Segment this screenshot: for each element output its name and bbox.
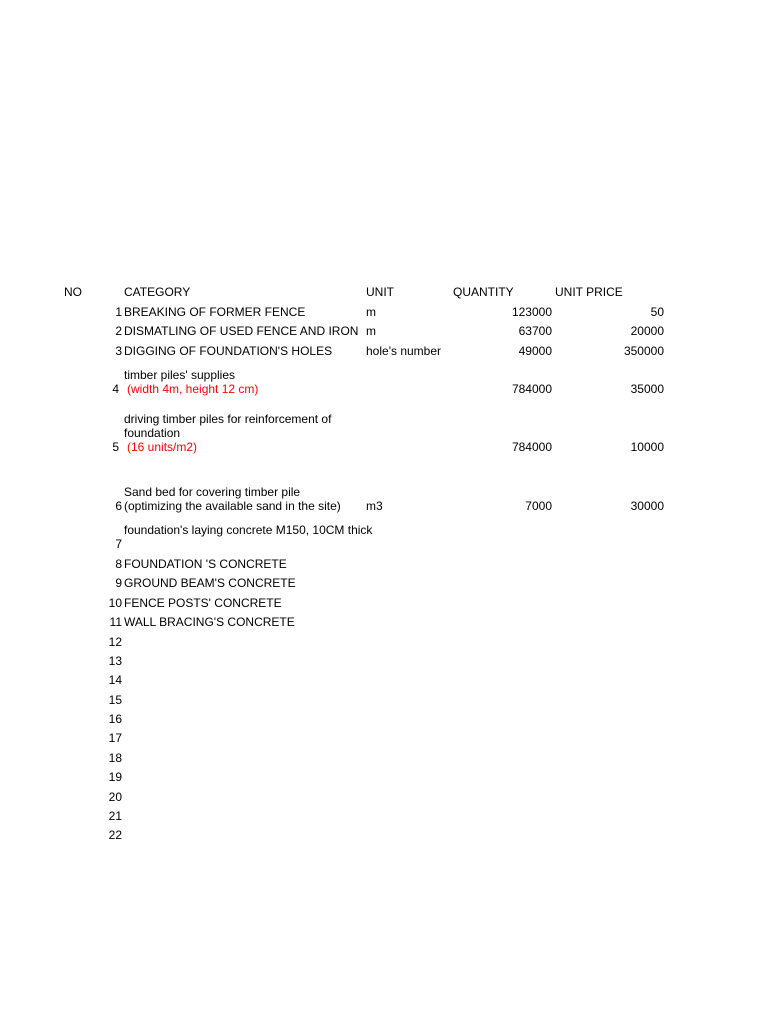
- row-note: (16 units/m2): [127, 440, 198, 454]
- row-unit-price: 350000: [623, 344, 664, 358]
- row-quantity: 784000: [511, 440, 552, 454]
- row-number: 20: [108, 790, 122, 804]
- row-unit: m3: [366, 499, 383, 513]
- row-number: 18: [108, 751, 122, 765]
- row-unit: hole's number: [366, 344, 441, 358]
- row-category: driving timber piles for reinforcement of foundation: [124, 412, 332, 440]
- row-note: (width 4m, height 12 cm): [127, 382, 259, 396]
- row-number: 22: [108, 828, 122, 842]
- row-unit-price: 50: [650, 305, 664, 319]
- row-category: foundation's laying concrete M150, 10CM thick: [124, 523, 373, 537]
- row-number: 3: [115, 344, 122, 358]
- header-no: NO: [64, 285, 82, 299]
- row-number: 17: [108, 731, 122, 745]
- row-number: 1: [115, 305, 122, 319]
- row-number: 11: [109, 615, 122, 629]
- row-quantity: 784000: [511, 382, 552, 396]
- row-note: (optimizing the available sand in the site): [124, 499, 341, 513]
- row-number: 14: [108, 673, 122, 687]
- row-quantity: 49000: [518, 344, 552, 358]
- row-quantity: 7000: [525, 499, 552, 513]
- row-unit: m: [366, 305, 376, 319]
- row-number: 10: [108, 596, 122, 610]
- row-number: 15: [108, 693, 122, 707]
- row-unit-price: 35000: [630, 382, 664, 396]
- row-number: 12: [108, 635, 122, 649]
- row-category: GROUND BEAM'S CONCRETE: [124, 576, 296, 590]
- header-quantity: QUANTITY: [453, 285, 514, 299]
- row-category: DIGGING OF FOUNDATION'S HOLES: [124, 344, 333, 358]
- row-category: BREAKING OF FORMER FENCE: [124, 305, 306, 319]
- row-unit-price: 20000: [630, 324, 664, 338]
- row-number: 19: [108, 770, 122, 784]
- row-number: 7: [115, 537, 122, 551]
- row-number: 6: [115, 499, 122, 513]
- row-number: 4: [112, 382, 119, 396]
- header-unit-price: UNIT PRICE: [555, 285, 623, 299]
- row-number: 2: [115, 324, 122, 338]
- row-number: 13: [108, 654, 122, 668]
- row-category: timber piles' supplies: [124, 368, 236, 382]
- row-category: FENCE POSTS' CONCRETE: [124, 596, 282, 610]
- row-unit-price: 10000: [630, 440, 664, 454]
- row-category: Sand bed for covering timber pile: [124, 485, 301, 499]
- header-unit: UNIT: [366, 285, 394, 299]
- row-category: DISMATLING OF USED FENCE AND IRON: [124, 324, 359, 338]
- row-number: 5: [112, 440, 119, 454]
- row-quantity: 123000: [511, 305, 552, 319]
- header-category: CATEGORY: [124, 285, 191, 299]
- row-number: 9: [115, 576, 122, 590]
- row-category: WALL BRACING'S CONCRETE: [124, 615, 295, 629]
- row-quantity: 63700: [518, 324, 552, 338]
- row-number: 21: [108, 809, 122, 823]
- row-number: 16: [108, 712, 122, 726]
- row-unit: m: [366, 324, 376, 338]
- row-category: FOUNDATION 'S CONCRETE: [124, 557, 287, 571]
- row-unit-price: 30000: [630, 499, 664, 513]
- row-number: 8: [115, 557, 122, 571]
